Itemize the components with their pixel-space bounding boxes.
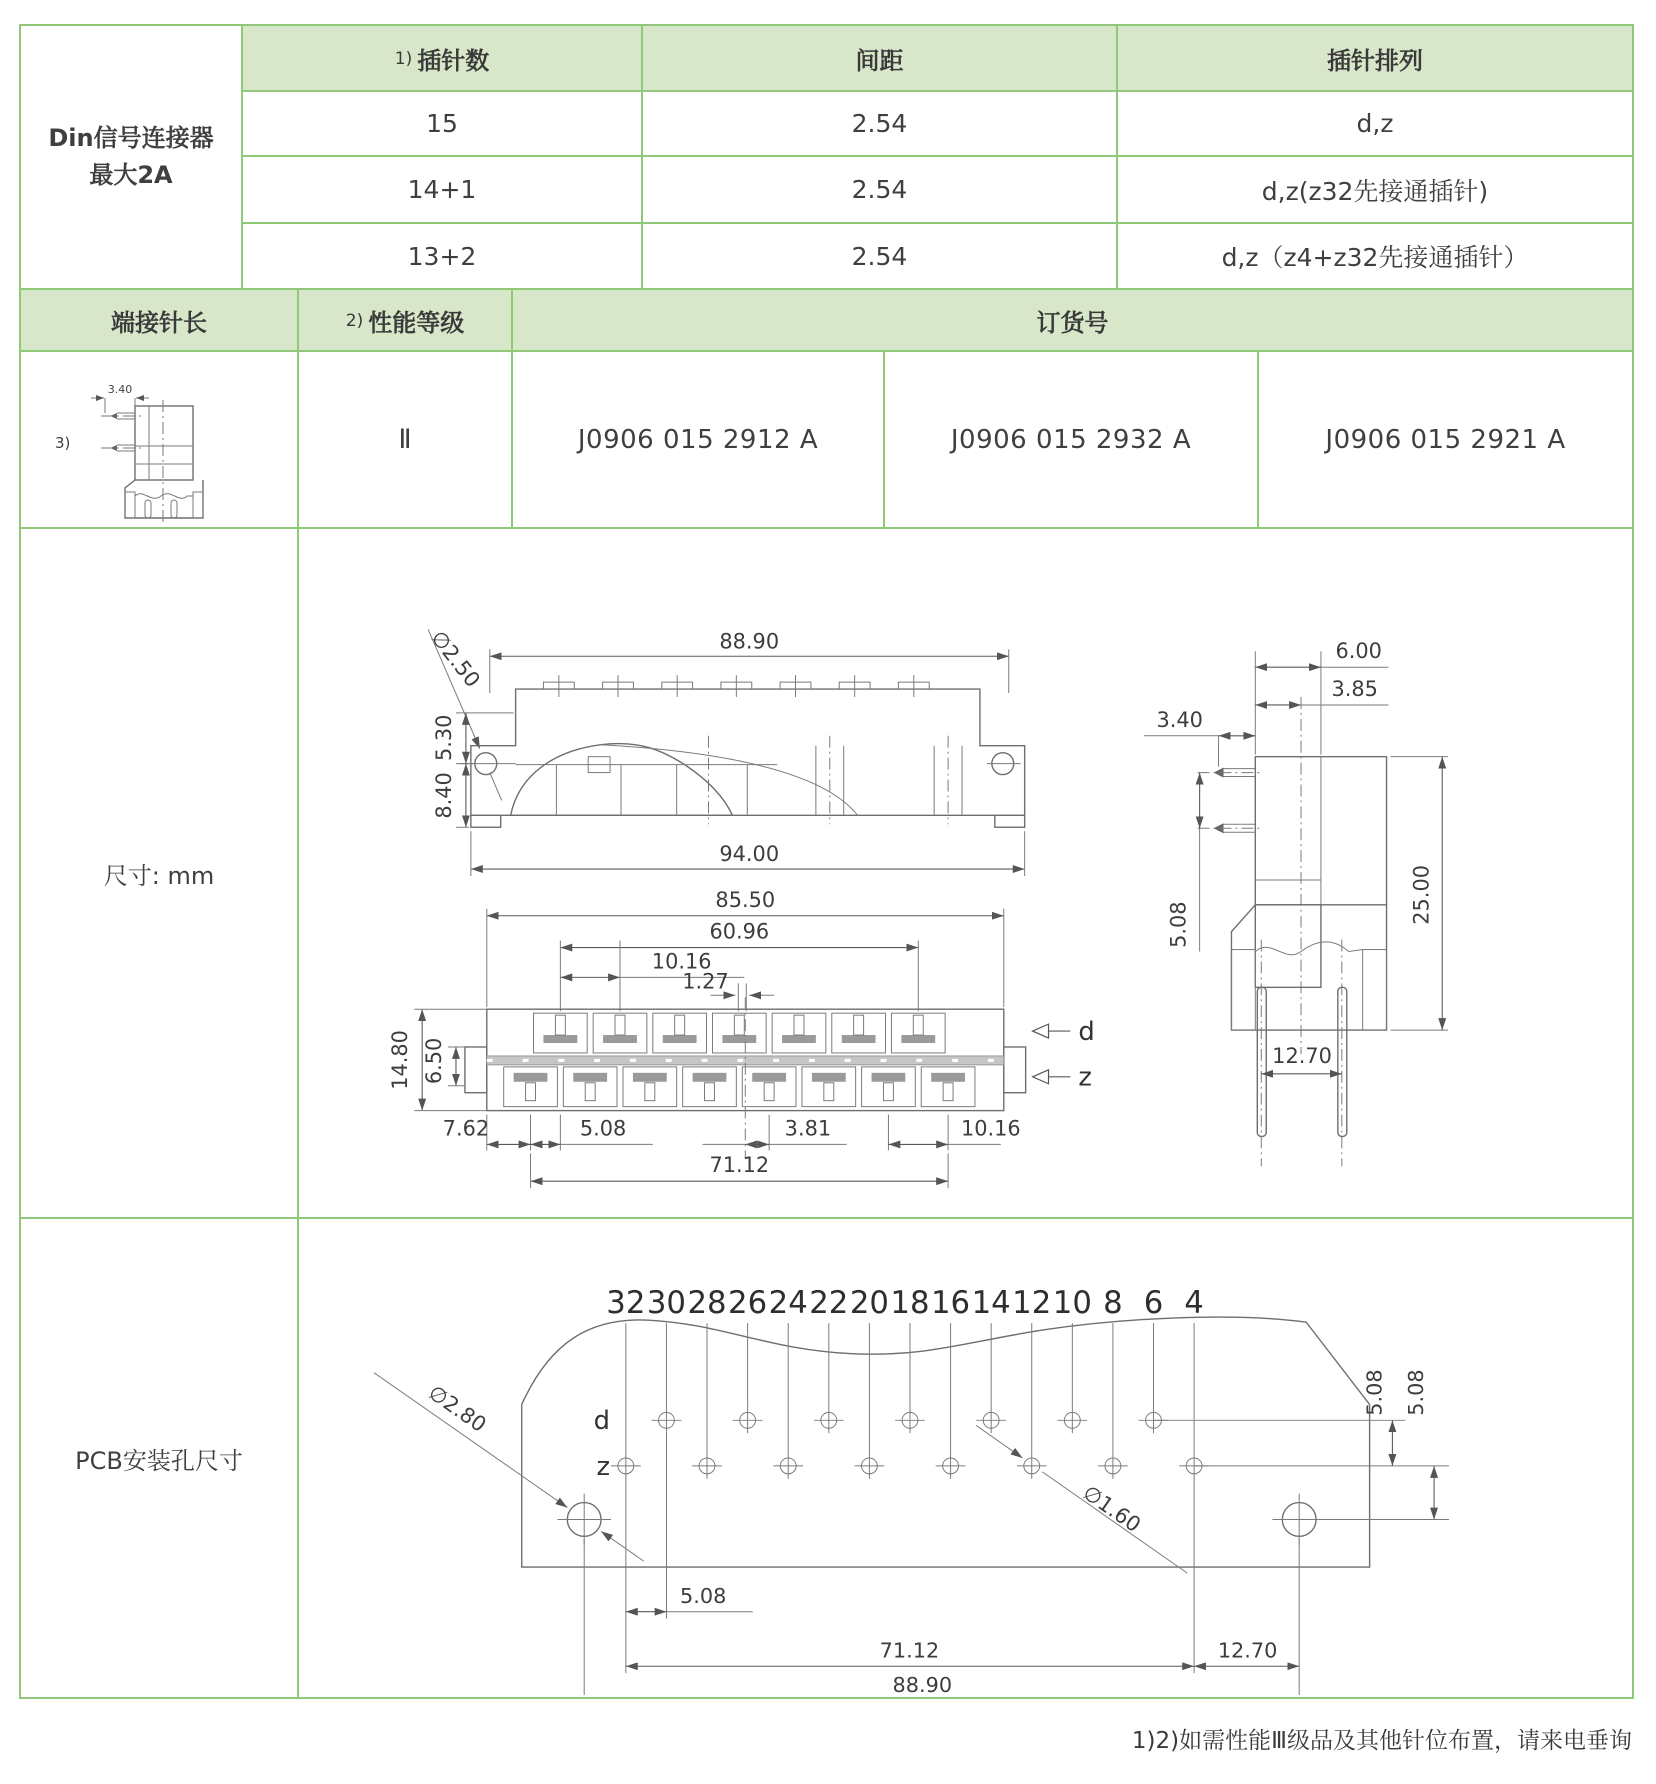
col-header-pin-length: 端接针长 [20, 289, 298, 351]
pitch-value: 2.54 [642, 156, 1117, 223]
pcb-outline [522, 1317, 1370, 1567]
arrangement-value: d,z（z4+z32先接通插针） [1117, 223, 1633, 289]
pin-config-table [19, 24, 1634, 290]
dim-8-40: 8.40 [431, 772, 456, 819]
order-number-table [19, 288, 1634, 529]
col-header-pin-count [242, 25, 642, 91]
pcb-label-cell: PCB安装孔尺寸 [20, 1218, 298, 1698]
dim-pcb-5-08: 5.08 [680, 1583, 727, 1608]
pcb-drawing-cell [298, 1218, 1633, 1698]
pin-contact-d [603, 1035, 637, 1043]
dim-dia-1-60: ∅1.60 [1078, 1480, 1146, 1538]
pin-cell-d [534, 1013, 588, 1053]
row-z-label: z [1078, 1062, 1092, 1093]
pitch-value: 2.54 [642, 91, 1117, 156]
grade-header-label: 性能等级 [368, 308, 465, 337]
pcb-pin-number: 30 [646, 1285, 686, 1322]
drawing-footnote-ref: 3) [55, 434, 71, 452]
pin-cell-d [891, 1013, 945, 1053]
order-number-cell-1: J0906 015 2912 A [512, 351, 884, 528]
pcb-pin-number: 16 [931, 1285, 971, 1322]
footnote-ref-2: 2) [345, 310, 364, 331]
hidden-pin-centerlines [708, 736, 962, 824]
dim-3-40: 3.40 [1156, 707, 1203, 732]
pcb-pin-number: 8 [1103, 1285, 1123, 1322]
dim-10-16: 10.16 [651, 949, 712, 974]
pin-body-d [794, 1015, 804, 1035]
pcb-pin-number: 10 [1052, 1285, 1092, 1322]
row-d-pointer [1033, 1017, 1095, 1047]
dim-6-00: 6.00 [1335, 639, 1382, 664]
pin-body-d [615, 1015, 625, 1035]
pin-body-d [854, 1015, 864, 1035]
grade-value-cell: Ⅱ [298, 351, 512, 528]
pin-body-z [764, 1083, 774, 1101]
dim-12-70: 12.70 [1272, 1043, 1332, 1068]
pin-body-z [824, 1083, 834, 1101]
pin-body-z [585, 1083, 595, 1101]
config-row-15 [20, 91, 1633, 156]
pitch-value: 2.54 [642, 223, 1117, 289]
connector-front-view [388, 888, 1094, 1188]
pcb-pin-number: 32 [606, 1285, 646, 1322]
pin-contact-d [782, 1035, 816, 1043]
pin-contact-z [693, 1073, 727, 1082]
pin-count-value: 15 [242, 91, 642, 156]
dim-94-00: 94.00 [719, 842, 780, 867]
pcb-pin-number: 18 [890, 1285, 930, 1322]
row-d-label: d [1078, 1017, 1095, 1048]
pcb-pin-number: 26 [728, 1285, 768, 1322]
config-row-14plus1 [20, 156, 1633, 223]
dim-5-30: 5.30 [432, 714, 456, 762]
pcb-pin-number: 14 [971, 1285, 1011, 1322]
pin-contact-z [752, 1073, 786, 1082]
dim-pcb-88-90: 88.90 [892, 1673, 953, 1695]
pin-contact-d [842, 1035, 876, 1043]
top-tabs [543, 675, 929, 697]
col-header-arrangement: 插针排列 [1117, 25, 1633, 91]
connector-side-view [426, 626, 1024, 876]
dim-5-08: 5.08 [579, 1116, 627, 1141]
pin-body-d [675, 1015, 685, 1035]
pin-body-z [645, 1083, 655, 1101]
pin-length-dim-label: 3.40 [107, 383, 133, 396]
dim-3-85: 3.85 [1331, 677, 1378, 702]
pin-body-z [526, 1083, 536, 1101]
drawings-table [19, 527, 1634, 1699]
pin-contact-d [543, 1035, 577, 1043]
dim-25-00: 25.00 [1409, 865, 1434, 925]
pcb-pin-number: 20 [849, 1285, 889, 1322]
col-header-pitch: 间距 [642, 25, 1117, 91]
pcb-row-z-label: z [596, 1451, 610, 1482]
pcb-row-d-label: d [593, 1406, 610, 1437]
pin-cell-d [653, 1013, 707, 1053]
pin-body-d [913, 1015, 923, 1035]
pin-body-d [555, 1015, 565, 1035]
dim-85-50: 85.50 [715, 887, 776, 912]
product-name-line1: Din信号连接器 [48, 123, 214, 152]
pin-length-drawing [21, 352, 295, 525]
pin-body-z [883, 1083, 893, 1101]
pin-contact-z [812, 1073, 846, 1082]
footnote: 1)2)如需性能Ⅲ级品及其他针位布置，请来电垂询 [1131, 1728, 1632, 1754]
dim-10-16b: 10.16 [960, 1116, 1021, 1141]
pin-contact-d [722, 1035, 756, 1043]
pcb-pin-number: 4 [1184, 1285, 1204, 1322]
pin-contact-z [931, 1073, 965, 1082]
dim-pcb-v-5-08-b: 5.08 [1404, 1369, 1429, 1416]
product-name-cell [20, 25, 242, 289]
row-z-pointer [1033, 1063, 1092, 1093]
dim-60-96: 60.96 [709, 919, 770, 944]
pin-cell-d [712, 1013, 766, 1053]
pcb-pin-number: 12 [1012, 1285, 1052, 1322]
pin-body-z [943, 1083, 953, 1101]
arrangement-value: d,z(z32先接通插针) [1117, 156, 1633, 223]
pcb-pin-field [606, 1285, 1209, 1479]
pcb-pin-number: 28 [687, 1285, 727, 1322]
dim-pcb-v-5-08-a: 5.08 [1362, 1369, 1387, 1416]
dim-14-80: 14.80 [388, 1030, 413, 1090]
dim-71-12: 71.12 [709, 1153, 770, 1178]
dim-1-27: 1.27 [682, 969, 729, 994]
pin-body-z [705, 1083, 715, 1101]
dia-1-60-callout [976, 1425, 1187, 1573]
arrangement-value: d,z [1117, 91, 1633, 156]
pin-count-value: 14+1 [242, 156, 642, 223]
pin-cell-d [832, 1013, 886, 1053]
pin-length-drawing-cell [20, 351, 298, 528]
col-header-order-number: 订货号 [512, 289, 1633, 351]
order-number-cell-2: J0906 015 2932 A [884, 351, 1258, 528]
connector-right-view [1144, 639, 1448, 1166]
dim-dia-2-80: ∅2.80 [424, 1380, 491, 1437]
pcb-hole-drawing [299, 1219, 1632, 1695]
press-in-pins [1198, 768, 1262, 834]
pin-contact-d [663, 1035, 697, 1043]
col-header-grade [298, 289, 512, 351]
mounting-hole-left [557, 1494, 611, 1546]
dim-dia-2-50: ∅2.50 [426, 626, 485, 692]
datasheet-table [19, 24, 1632, 1699]
pin-contact-z [514, 1073, 548, 1082]
pin-count-header-label: 插针数 [417, 46, 490, 75]
dimensions-label-cell: 尺寸: mm [20, 528, 298, 1218]
pin-contact-z [573, 1073, 607, 1082]
pcb-pin-number: 6 [1143, 1285, 1164, 1322]
pin-cell-d [593, 1013, 647, 1053]
pcb-pin-number: 24 [768, 1285, 808, 1322]
config-row-13plus2 [20, 223, 1633, 289]
dim-6-50: 6.50 [422, 1037, 447, 1085]
pin-contact-z [633, 1073, 667, 1082]
product-name-line2: 最大2A [89, 161, 173, 189]
dim-88-90: 88.90 [719, 629, 780, 654]
pin-contact-z [872, 1073, 906, 1082]
dim-pcb-12-70: 12.70 [1217, 1638, 1278, 1663]
dim-3-81: 3.81 [784, 1116, 832, 1141]
dimension-drawings [299, 529, 1632, 1215]
pin-cell-d [772, 1013, 826, 1053]
termination-pins [101, 413, 145, 451]
dimension-drawings-cell [298, 528, 1633, 1218]
pin-count-value: 13+2 [242, 223, 642, 289]
pin-body-d [734, 1015, 744, 1035]
pin-contact-d [901, 1035, 935, 1043]
order-number-cell-3: J0906 015 2921 A [1258, 351, 1633, 528]
dim-7-62: 7.62 [442, 1116, 490, 1141]
dim-pcb-71-12: 71.12 [879, 1638, 940, 1663]
footnote-ref-1: 1) [394, 48, 413, 69]
dim-5-08-right: 5.08 [1166, 901, 1191, 948]
pcb-pin-number: 22 [809, 1285, 849, 1322]
